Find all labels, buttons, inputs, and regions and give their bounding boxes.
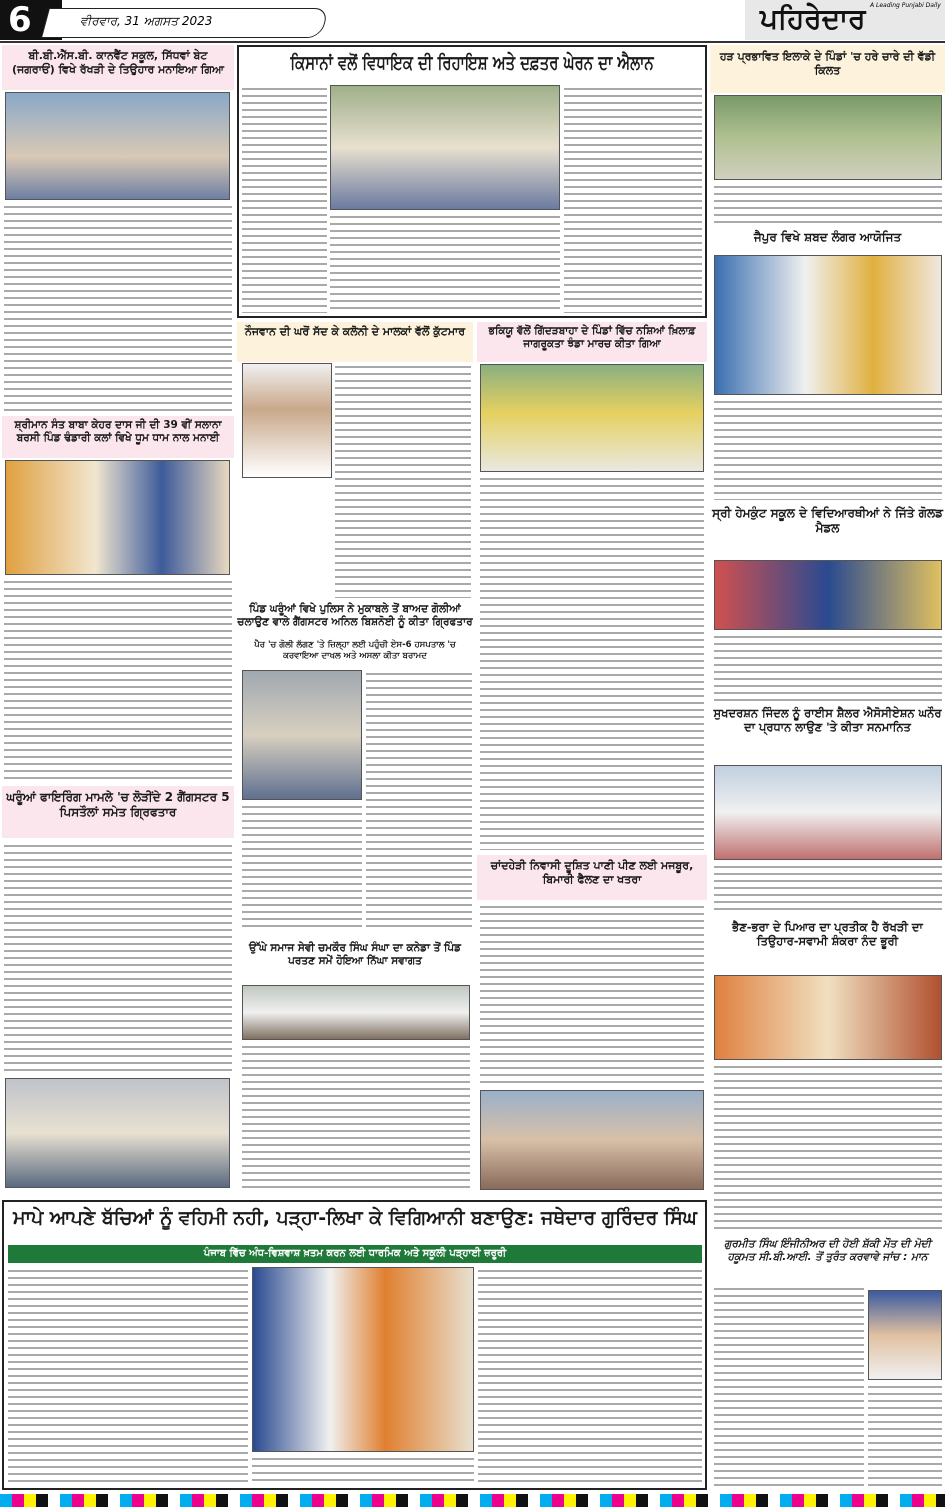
header-date: ਵੀਰਵਾਰ, 31 ਅਗਸਤ 2023 [80,14,213,28]
body-bottom-2 [252,1455,474,1485]
photo-r4 [714,765,942,860]
body-s2 [4,578,232,783]
body-s8 [480,903,704,1085]
headline-r1: ਹੜ ਪ੍ਰਭਾਵਿਤ ਇਲਾਕੇ ਦੇ ਪਿੰਡਾਂ 'ਚ ਹਰੇ ਚਾਰੇ ਦੀ ਵੱਡੀ ਕਿਲਤ [710,45,945,93]
body-lead-3 [564,85,702,313]
photo-s7 [242,985,470,1040]
body-s7 [242,1043,470,1188]
body-r6b [868,1383,942,1490]
body-lead-2 [330,213,560,313]
body-s6b [242,803,362,930]
header-line [0,41,945,43]
headline-s3: ਘਰੂੰਆਂ ਫਾਇਰਿੰਗ ਮਾਮਲੇ 'ਚ ਲੋੜੀਂਦੇ 2 ਗੈਂਗਸਟਰ 5 ਪਿਸਤੌਲਾਂ ਸਮੇਤ ਗ੍ਰਿਫਤਾਰ [2,786,234,838]
body-bottom-3 [478,1267,702,1485]
body-s6 [366,670,472,930]
headline-s5: ਭਕਿਯੂ ਵੱਲੋਂ ਗਿੱਦੜਬਾਹਾ ਦੇ ਪਿੰਡਾਂ ਵਿੱਚ ਨਸ਼ਿਆਂ ਖ਼ਿਲਾਫ਼ ਜਾਗਰੂਕਤਾ ਝੰਡਾ ਮਾਰਚ ਕੀਤਾ ਗਿਆ [477,322,707,362]
photo-r5 [714,975,942,1060]
photo-s4 [242,363,332,478]
body-r6 [714,1285,864,1490]
print-registration-bar [0,1494,945,1507]
headline-r2: ਜੈਪੁਰ ਵਿਖੇ ਸ਼ਬਦ ਲੰਗਰ ਆਯੋਜਿਤ [753,230,902,244]
body-r4 [714,863,942,915]
headline-r4: ਸੁਖਦਰਸ਼ਨ ਜਿੰਦਲ ਨੂੰ ਰਾਈਸ ਸ਼ੈਲਰ ਐਸੋਸੀਏਸ਼ਨ ਘਨੌਰ ਦਾ ਪ੍ਰਧਾਨ ਲਾਉਣ 'ਤੇ ਕੀਤਾ ਸਨਮਾਨਿਤ [713,706,942,735]
body-s4 [335,363,471,598]
body-lead-1 [242,85,327,313]
headline-bottom: ਮਾਪੇ ਆਪਣੇ ਬੱਚਿਆਂ ਨੂੰ ਵਹਿਮੀ ਨਹੀ, ਪੜ੍ਹਾ-ਲਿਖਾ ਕੇ ਵਿਗਿਆਨੀ ਬਣਾਉਣ: ਜਥੇਦਾਰ ਗੁਰਿੰਦਰ ਸਿੰਘ [13,1207,697,1229]
body-r2 [714,398,942,500]
photo-r2 [714,255,942,395]
headline-r5: ਭੈਣ-ਭਰਾ ਦੇ ਪਿਆਰ ਦਾ ਪ੍ਰਤੀਕ ਹੈ ਰੱਖੜੀ ਦਾ ਤਿਉਹਾਰ-ਸਵਾਮੀ ਸ਼ੰਕਰਾ ਨੰਦ ਭੂਰੀ [732,920,923,949]
headline-s8: ਚਾਂਦਹੇੜੀ ਨਿਵਾਸੀ ਦੂਸ਼ਿਤ ਪਾਣੀ ਪੀਣ ਲਈ ਮਜਬੂਰ, ਬਿਮਾਰੀ ਫੈਲਣ ਦਾ ਖਤਰਾ [477,855,707,900]
body-r5 [714,1063,942,1233]
photo-r6 [868,1290,942,1380]
headline-s7: ਉੱਘੇ ਸਮਾਜ ਸੇਵੀ ਚਮਕੌਰ ਸਿੰਘ ਸੰਘਾ ਦਾ ਕਨੇਡਾ ਤੋਂ ਪਿੰਡ ਪਰਤਣ ਸਮੇਂ ਹੋਇਆ ਨਿੱਘਾ ਸਵਾਗਤ [248,942,462,968]
body-r1 [714,183,942,225]
headline-s2: ਸ਼੍ਰੀਮਾਨ ਸੰਤ ਬਾਬਾ ਕੇਹਰ ਦਾਸ ਜੀ ਦੀ 39 ਵੀਂ ਸਲਾਨਾ ਬਰਸੀ ਪਿੰਡ ਢੰਡਾਰੀ ਕਲਾਂ ਵਿਖੇ ਧੂਮ ਧਾਮ ਨਾਲ ਮਨਾਈ [2,416,234,458]
logo: ਪਹਿਰੇਦਾਰ [760,2,866,35]
tagline: A Leading Punjabi Daily [870,2,941,9]
photo-s5 [480,364,704,472]
headline-s1: ਬੀ.ਬੀ.ਐੱਸ.ਬੀ. ਕਾਨਵੈਂਟ ਸਕੂਲ, ਸਿੱਧਵਾਂ ਬੇਟ (ਜਗਰਾਓਂ) ਵਿਖੇ ਰੱਖੜੀ ਦੇ ਤਿਉਹਾਰ ਮਨਾਇਆ ਗਿਆ [2,45,234,90]
body-s1 [4,203,232,413]
photo-r1 [714,95,942,180]
photo-s3 [5,1078,230,1188]
headline-s4: ਨੌਜਵਾਨ ਦੀ ਘਰੋਂ ਸੱਦ ਕੇ ਕਲੋਨੀ ਦੇ ਮਾਲਕਾਂ ਵੱਲੋਂ ਕੁੱਟਮਾਰ [237,322,473,362]
subheadline-s6: ਪੈਰ 'ਚ ਗੋਲੀ ਲੱਗਣ 'ਤੇ ਜ਼ਿਲ੍ਹਾ ਲਈ ਪਹੁੰਚੀ ਏਸ-6 ਹਸਪਤਾਲ 'ਚ ਕਰਵਾਇਆ ਦਾਖਲ ਅਤੇ ਅਸਲਾ ਕੀਤਾ ਬਰਾਮਦ [254,640,456,661]
body-s5 [480,475,704,850]
headline-lead: ਕਿਸਾਨਾਂ ਵਲੋਂ ਵਿਧਾਇਕ ਦੀ ਰਿਹਾਇਸ਼ ਅਤੇ ਦਫ਼ਤਰ ਘੇਰਨ ਦਾ ਐਲਾਨ [290,52,654,74]
photo-bottom [252,1267,474,1452]
headline-r3: ਸ੍ਰੀ ਹੇਮਕੁੰਟ ਸਕੂਲ ਦੇ ਵਿਦਿਆਰਥੀਆਂ ਨੇ ਜਿੱਤੇ ਗੋਲਡ ਮੈਡਲ [712,506,943,535]
body-r3 [714,633,942,701]
headline-r6: ਗੁਰਮੀਤ ਸਿੰਘ ਇੰਜੀਨੀਅਰ ਦੀ ਹੋਈ ਸ਼ੱਕੀ ਮੌਤ ਦੀ ਮੋਦੀ ਹਕੂਮਤ ਸੀ.ਬੀ.ਆਈ. ਤੋਂ ਤੁਰੰਤ ਕਰਵਾਵੇ ਜਾਂਚ : ਮਾਨ [724,1238,931,1264]
photo-lead [330,85,560,210]
body-bottom-1 [8,1267,248,1485]
photo-s1 [5,92,230,200]
photo-s2 [5,460,230,575]
body-s3 [4,842,232,1074]
headline-s6: ਪਿੰਡ ਘਰੂੰਆਂ ਵਿਖੇ ਪੁਲਿਸ ਨੇ ਮੁਕਾਬਲੇ ਤੋਂ ਬਾਅਦ ਗੋਲੀਆਂ ਚਲਾਉਣ ਵਾਲੇ ਗੈਂਗਸਟਰ ਅਨਿਲ ਬਿਸ਼ਨੋਈ ਨੂੰ ਕੀਤਾ ਗ੍ਰਿਫਤਾਰ [237,603,473,629]
photo-s8 [480,1090,704,1190]
photo-r3 [714,560,942,630]
subheadline-bottom: ਪੰਜਾਬ ਵਿੱਚ ਅੰਧ-ਵਿਸ਼ਵਾਸ਼ ਖ਼ਤਮ ਕਰਨ ਲਈ ਧਾਰਮਿਕ ਅਤੇ ਸਕੂਲੀ ਪੜ੍ਹਾਈ ਜ਼ਰੂਰੀ [8,1245,702,1263]
page-number: 6 [0,0,62,40]
photo-s6 [242,670,362,800]
